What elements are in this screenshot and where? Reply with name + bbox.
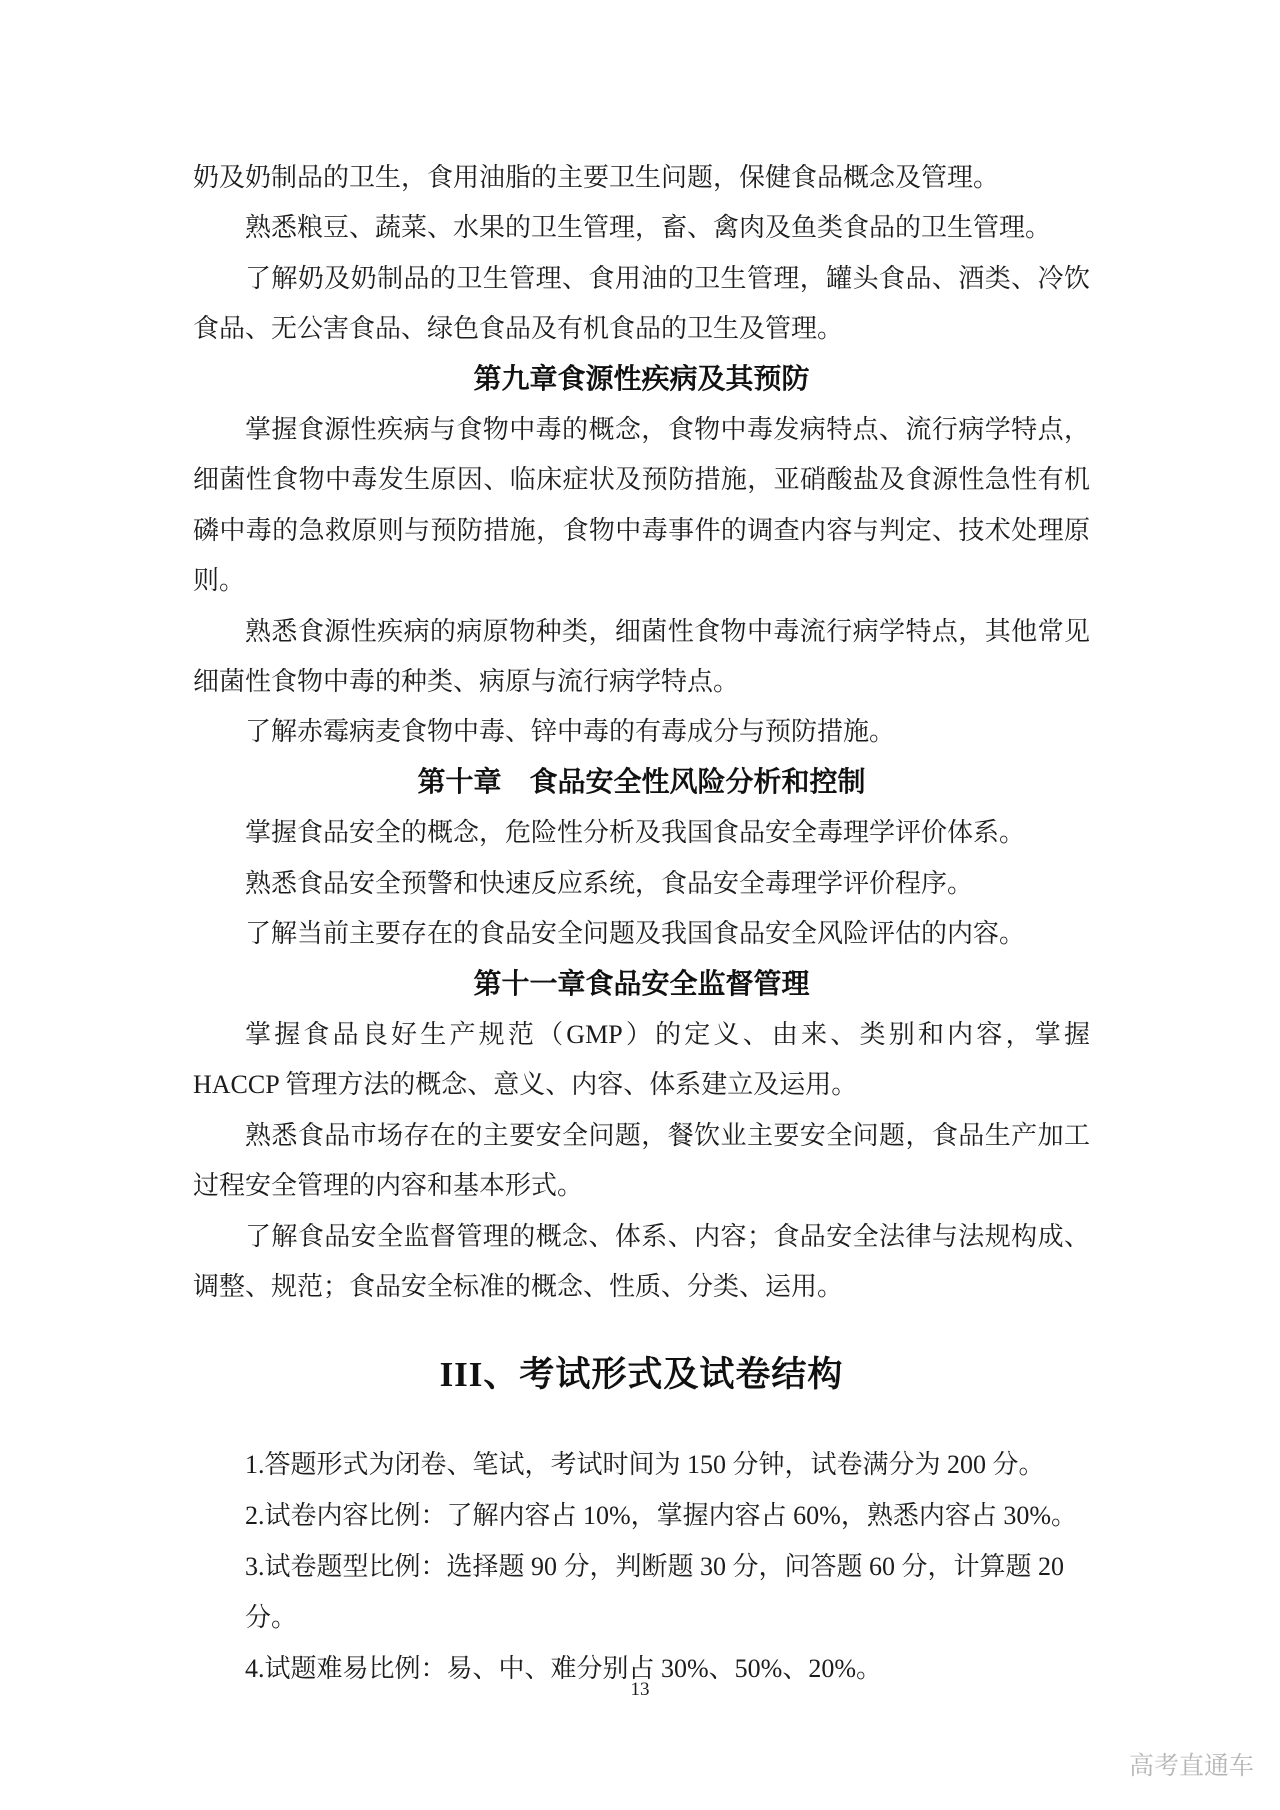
exam-structure-item: 1.答题形式为闭卷、笔试，考试时间为 150 分钟，试卷满分为 200 分。 xyxy=(245,1450,1045,1480)
paragraph: 熟悉食源性疾病的病原物种类，细菌性食物中毒流行病学特点，其他常见细菌性食物中毒的种类、病原与流行病学特点。 xyxy=(193,616,1090,697)
exam-structure-item: 2.试卷内容比例：了解内容占 10%，掌握内容占 60%，熟悉内容占 30%。 xyxy=(245,1501,1077,1531)
paragraph: 了解当前主要存在的食品安全问题及我国食品安全风险评估的内容。 xyxy=(245,919,1026,949)
exam-structure-list xyxy=(193,1439,1090,1694)
exam-structure-item: 3.试卷题型比例：选择题 90 分，判断题 30 分，问答题 60 分，计算题 20 分。 xyxy=(245,1552,1065,1633)
paragraph: 掌握食品良好生产规范（GMP）的定义、由来、类别和内容，掌握 HACCP 管理方法的概念、意义、内容、体系建立及运用。 xyxy=(193,1019,1090,1100)
paragraph: 熟悉食品安全预警和快速反应系统，食品安全毒理学评价程序。 xyxy=(245,868,974,898)
paragraph: 熟悉食品市场存在的主要安全问题，餐饮业主要安全问题，食品生产加工过程安全管理的内容和基本形式。 xyxy=(193,1120,1090,1201)
paragraph: 了解食品安全监督管理的概念、体系、内容；食品安全法律与法规构成、调整、规范；食品安全标准的概念、性质、分类、运用。 xyxy=(193,1221,1090,1301)
paragraph: 掌握食品安全的概念，危险性分析及我国食品安全毒理学评价体系。 xyxy=(245,818,1026,848)
paragraph: 奶及奶制品的卫生，食用油脂的主要卫生问题，保健食品概念及管理。 xyxy=(193,163,1000,192)
paragraph: 了解奶及奶制品的卫生管理、食用油的卫生管理，罐头食品、酒类、冷饮食品、无公害食品、绿色食品及有机食品的卫生及管理。 xyxy=(193,263,1090,344)
paragraph: 熟悉粮豆、蔬菜、水果的卫生管理，畜、禽肉及鱼类食品的卫生管理。 xyxy=(245,213,1052,243)
paragraph: 了解赤霉病麦食物中毒、锌中毒的有毒成分与预防措施。 xyxy=(245,717,896,747)
section-title: III、考试形式及试卷结构 xyxy=(439,1355,844,1395)
chapter-heading-11: 第十一章食品安全监督管理 xyxy=(473,968,810,1000)
page-number: 13 xyxy=(630,1679,650,1700)
chapter-heading-10: 第十章 食品安全性风险分析和控制 xyxy=(417,766,866,798)
exam-structure-item: 4.试题难易比例：易、中、难分别占 30%、50%、20%。 xyxy=(245,1654,882,1684)
paragraph: 掌握食源性疾病与食物中毒的概念，食物中毒发病特点、流行病学特点，细菌性食物中毒发生原因、临床症状及预防措施，亚硝酸盐及食源性急性有机磷中毒的急救原则与预防措施，食物中毒事件的调查内容与判定、技术处理原则。 xyxy=(193,415,1090,596)
chapter-heading-9: 第九章食源性疾病及其预防 xyxy=(473,363,810,395)
watermark: 高考直通车 xyxy=(1128,1753,1254,1780)
document-body xyxy=(193,153,1090,1694)
